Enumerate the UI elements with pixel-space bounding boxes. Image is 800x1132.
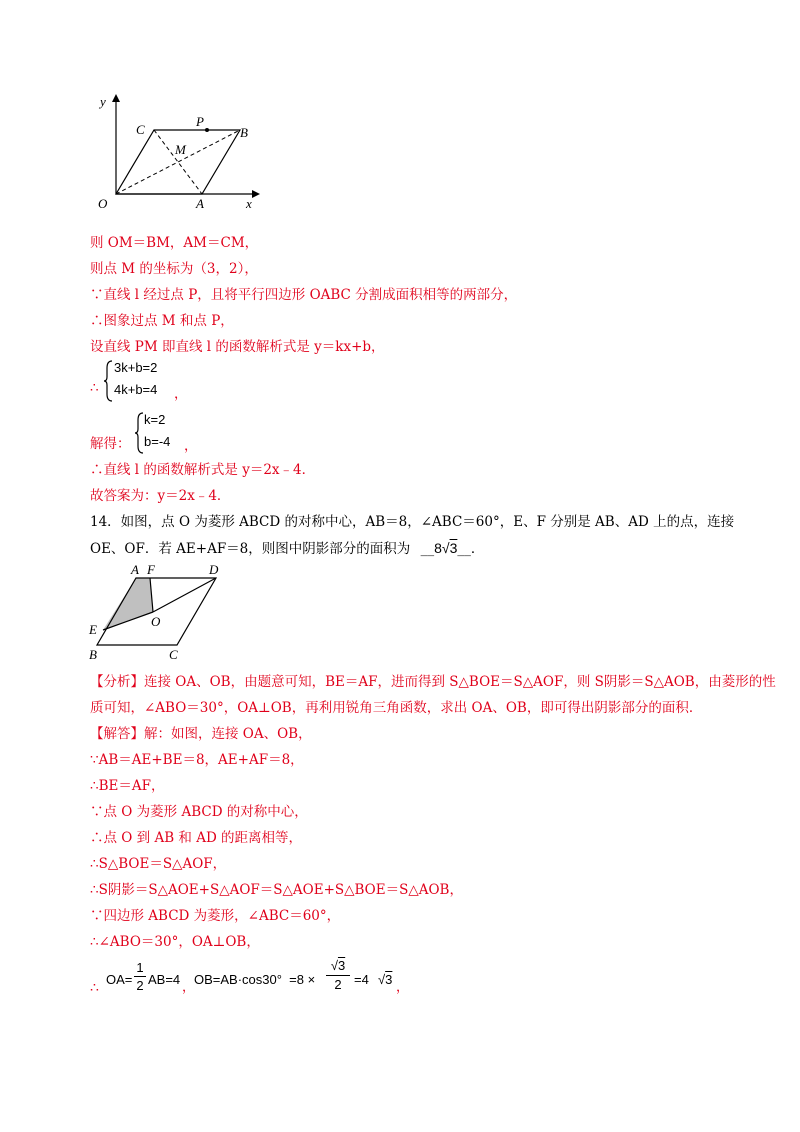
- final-oa: OA=: [106, 972, 133, 987]
- answer-radicand: 3: [449, 540, 458, 556]
- sys2-eq1: k=2: [144, 412, 166, 427]
- label-M: M: [175, 142, 186, 157]
- problem14-line2-text: OE、OF．若 AE+AF＝8，则图中阴影部分的面积为: [90, 541, 411, 557]
- label-B: B: [240, 125, 248, 140]
- sol13-line5: 设直线 PM 即直线 l 的函数解析式是 y＝kx+b，: [90, 339, 385, 355]
- sol14-line3: ∵点 O 为菱形 ABCD 的对称中心，: [90, 804, 308, 820]
- sys1-suffix: ，: [174, 386, 188, 402]
- label-B: B: [89, 647, 97, 662]
- sys1-eq1: 3k+b=2: [114, 360, 158, 375]
- label-E: E: [89, 622, 97, 637]
- sol14-line5: ∴S△BOE＝S△AOF，: [90, 856, 227, 872]
- analysis-line2: 质可知，∠ABO＝30°，OA⊥OB，再利用锐角三角函数，求出 OA、OB，即可得出阴影部分的面积．: [90, 700, 703, 716]
- sol14-line7: ∵四边形 ABCD 为菱形，∠ABC＝60°，: [90, 908, 341, 924]
- radicand: 3: [337, 958, 346, 973]
- sol13-line1: 则 OM＝BM，AM＝CM，: [90, 235, 259, 251]
- brace-icon: [103, 360, 113, 402]
- equation-system-2: [90, 410, 230, 456]
- fraction-numerator: 1: [136, 960, 144, 975]
- analysis-line1: 【分析】连接 OA、OB，由题意可知，BE＝AF，进而得到 S△BOE＝S△AOF，则 S阴影＝S△AOB，由菱形的性: [90, 674, 776, 690]
- final-formula: [90, 958, 420, 1004]
- fraction-numerator: √3: [330, 958, 346, 973]
- fraction-denominator: 2: [334, 977, 342, 992]
- sol13-line6: ∴直线 l 的函数解析式是 y＝2x﹣4．: [90, 462, 316, 478]
- fraction-half: [134, 960, 146, 993]
- problem14-line1: 14．如图，点 O 为菱形 ABCD 的对称中心，AB＝8，∠ABC＝60°，E、F 分别是 AB、AD 上的点，连接: [90, 514, 735, 530]
- label-A: A: [131, 562, 139, 577]
- sqrt-symbol: √: [441, 540, 450, 556]
- final-separator: ，: [182, 980, 196, 995]
- problem14-line2: [90, 538, 484, 559]
- sol14-line1: ∵AB＝AE+BE＝8，AE+AF＝8，: [90, 752, 304, 768]
- label-D: D: [209, 562, 219, 577]
- label-y: y: [100, 94, 106, 109]
- equation-system-1: [90, 358, 210, 402]
- sol13-line3: ∵直线 l 经过点 P，且将平行四边形 OABC 分割成面积相等的两部分，: [90, 287, 518, 303]
- final-sqrt: √3: [378, 972, 393, 987]
- label-F: F: [147, 562, 155, 577]
- answer-blank-pre: __: [420, 541, 435, 557]
- sys1-prefix: ∴: [90, 380, 99, 396]
- sys1-eq2: 4k+b=4: [114, 382, 158, 397]
- final-eq: =4: [354, 972, 369, 987]
- sol14-line6: ∴S阴影＝S△AOE+S△AOF＝S△AOE+S△BOE＝S△AOB，: [90, 882, 463, 898]
- sol14-line4: ∴点 O 到 AB 和 AD 的距离相等，: [90, 830, 303, 846]
- brace-icon: [134, 412, 144, 454]
- final-end: ，: [396, 980, 410, 995]
- sys2-suffix: ，: [184, 438, 198, 454]
- final-prefix: ∴: [90, 980, 99, 996]
- final-oa-rest: AB=4: [148, 972, 181, 987]
- label-C: C: [169, 647, 178, 662]
- label-O: O: [151, 614, 161, 629]
- rhombus-figure: [85, 560, 235, 664]
- sys2-prefix: 解得：: [90, 436, 131, 452]
- sol14-line8: ∴∠ABO＝30°，OA⊥OB，: [90, 934, 260, 950]
- parallelogram-figure: [90, 90, 270, 215]
- answer-number: 8: [434, 540, 442, 556]
- sol13-line7: 故答案为：y＝2x﹣4．: [90, 488, 231, 504]
- sys2-eq2: b=-4: [144, 434, 171, 449]
- answer-blank-post: __．: [457, 541, 485, 557]
- sol13-line4: ∴图象过点 M 和点 P，: [90, 313, 234, 329]
- label-O: O: [98, 196, 108, 211]
- label-P: P: [196, 114, 204, 129]
- label-A: A: [196, 196, 204, 211]
- sol14-line2: ∴BE＝AF，: [90, 778, 165, 794]
- label-x: x: [246, 196, 252, 211]
- fraction-root3-over-2: [326, 958, 350, 992]
- label-C: C: [136, 122, 145, 137]
- sol13-line2: 则点 M 的坐标为（3，2），: [90, 261, 258, 277]
- final-ob: OB=AB·cos30° =8 ×: [194, 972, 316, 987]
- answer-heading: 【解答】解：如图，连接 OA、OB，: [90, 726, 312, 742]
- radicand: 3: [385, 972, 393, 987]
- fraction-denominator: 2: [136, 978, 144, 993]
